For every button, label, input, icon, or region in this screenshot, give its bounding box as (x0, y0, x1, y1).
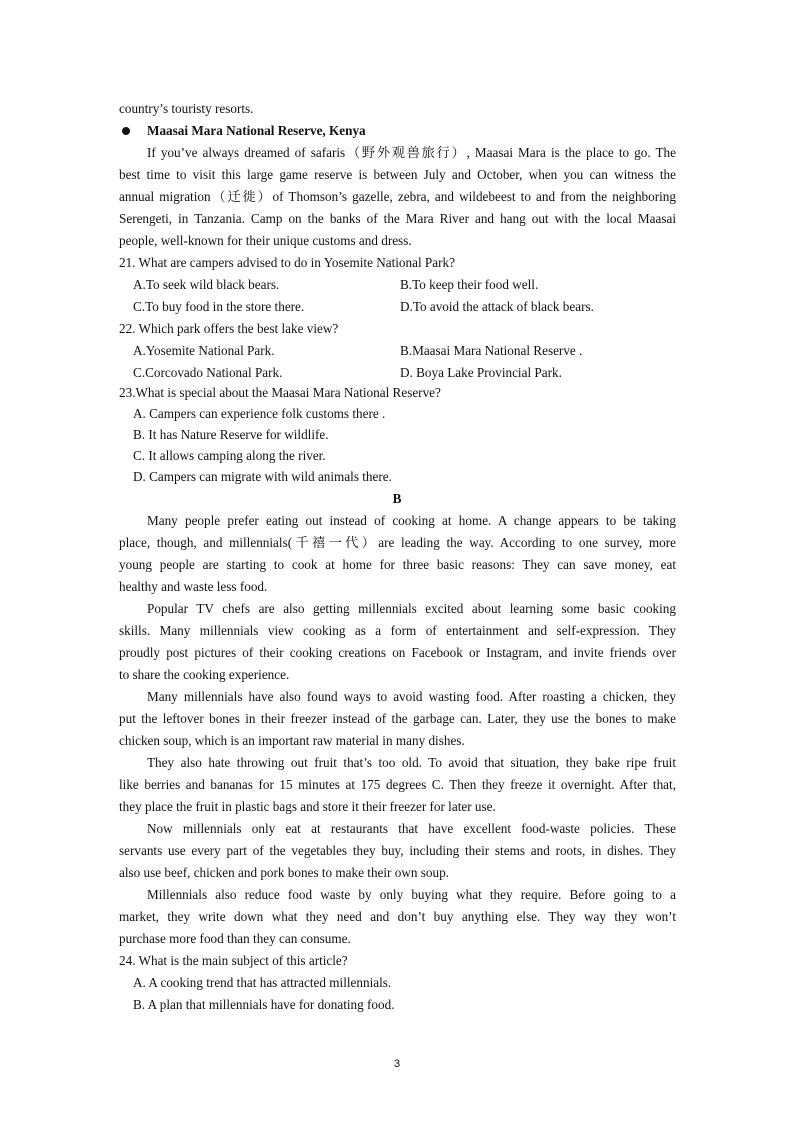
question-stem: 21. What are campers advised to do in Yosemite National Park? (119, 255, 455, 270)
paragraph-line: skills. Many millennials view cooking as a form of entertainment and self-expression. They (119, 623, 676, 638)
option-b: B. A plan that millennials have for donating food. (133, 997, 395, 1012)
option-c: C.Corcovado National Park. (133, 365, 283, 380)
option-b: B. It has Nature Reserve for wildlife. (133, 427, 329, 442)
paragraph-line: young people are starting to cook at home for three basic reasons: They can save money, eat (119, 557, 676, 572)
paragraph-line: also use beef, chicken and pork bones to make their own soup. (119, 865, 449, 880)
option-b: B.To keep their food well. (400, 277, 539, 292)
option-a: A. A cooking trend that has attracted millennials. (133, 975, 392, 990)
bullet-icon (122, 127, 130, 135)
paragraph-line: They also hate throwing out fruit that’s too old. To avoid that situation, they bake ripe fruit (147, 755, 676, 770)
question-stem: 23.What is special about the Maasai Mara National Reserve? (119, 385, 441, 400)
option-d: D.To avoid the attack of black bears. (400, 299, 594, 314)
paragraph-line: purchase more food than they can consume. (119, 931, 351, 946)
paragraph-line: market, they write down what they need and don’t buy anything else. They way they won’t (119, 909, 676, 924)
paragraph-line: best time to visit this large game reserve is between July and October, when you can witness the (119, 167, 676, 182)
question-stem: 24. What is the main subject of this article? (119, 953, 348, 968)
paragraph-line: to share the cooking experience. (119, 667, 290, 682)
page-number: 3 (393, 1058, 401, 1070)
maasai-heading: Maasai Mara National Reserve, Kenya (147, 123, 366, 138)
option-d: D. Boya Lake Provincial Park. (400, 365, 562, 380)
paragraph-line: Many millennials have also found ways to avoid wasting food. After roasting a chicken, they (147, 689, 676, 704)
paragraph-line: Popular TV chefs are also getting millennials excited about learning some basic cooking (147, 601, 676, 616)
paragraph-line: like berries and bananas for 15 minutes at 175 degrees C. Then they freeze it overnight. After that, (119, 777, 676, 792)
option-c: C. It allows camping along the river. (133, 448, 326, 463)
paragraph-line: chicken soup, which is an important raw material in many dishes. (119, 733, 465, 748)
paragraph-line: annual migration（迁徙）of Thomson’s gazelle, zebra, and wildebeest to and from the neighboring (119, 189, 676, 204)
paragraph-line: healthy and waste less food. (119, 579, 268, 594)
paragraph-line: Now millennials only eat at restaurants that have excellent food-waste policies. These (147, 821, 676, 836)
option-a: A.Yosemite National Park. (133, 343, 275, 358)
question-stem: 22. Which park offers the best lake view? (119, 321, 339, 336)
paragraph-line: put the leftover bones in their freezer instead of the garbage can. Later, they use the bones to make (119, 711, 676, 726)
option-d: D. Campers can migrate with wild animals there. (133, 469, 392, 484)
paragraph-line: people, well-known for their unique customs and dress. (119, 233, 412, 248)
option-a: A.To seek wild black bears. (133, 277, 280, 292)
paragraph-line: they place the fruit in plastic bags and store it their freezer for later use. (119, 799, 496, 814)
paragraph-line: Millennials also reduce food waste by only buying what they require. Before going to a (147, 887, 676, 902)
paragraph-line: Many people prefer eating out instead of cooking at home. A change appears to be taking (147, 513, 676, 528)
continued-text-line: country’s touristy resorts. (119, 101, 254, 116)
paragraph-line: servants use every part of the vegetables they buy, including their stems and roots, in dishes. They (119, 843, 676, 858)
option-b: B.Maasai Mara National Reserve . (400, 343, 583, 358)
option-c: C.To buy food in the store there. (133, 299, 305, 314)
paragraph-line: place, though, and millennials(千禧一代）are leading the way. According to one survey, more (119, 535, 676, 550)
paragraph-line: Serengeti, in Tanzania. Camp on the banks of the Mara River and hang out with the local Maasai (119, 211, 676, 226)
section-heading-b: B (392, 491, 402, 506)
option-a: A. Campers can experience folk customs there . (133, 406, 386, 421)
paragraph-line: If you’ve always dreamed of safaris（野外观兽旅行）, Maasai Mara is the place to go. The (147, 145, 676, 160)
paragraph-line: proudly post pictures of their cooking creations on Facebook or Instagram, and invite friends over (119, 645, 676, 660)
